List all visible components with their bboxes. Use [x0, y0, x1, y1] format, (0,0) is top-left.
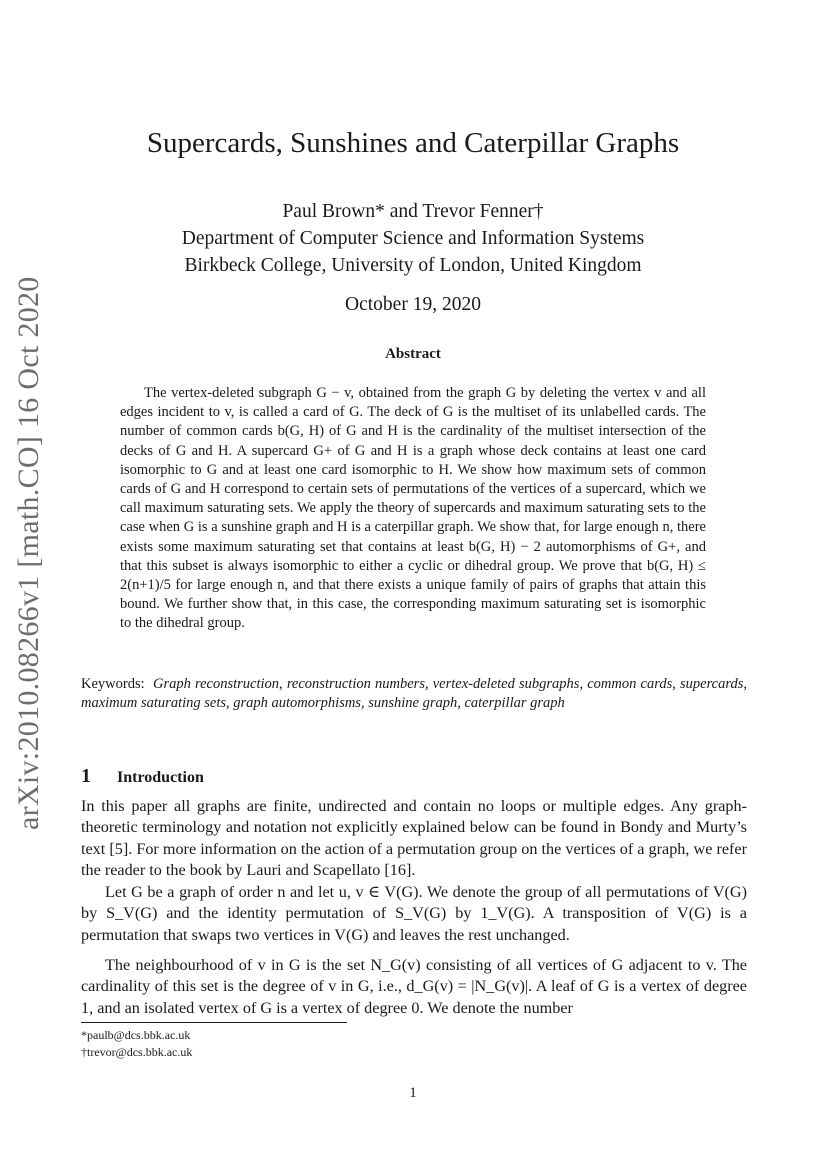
paragraph: In this paper all graphs are finite, undirected and contain no loops or multiple edges. Any graph-theoretic terminology and notation not explicitly explained below can be found in Bondy and Murty’s text [5]. For more information on the action of a permutation group on the vertices of a graph, we refer the reader to the book by Lauri and Scapellato [16]. [81, 797, 747, 880]
abstract-heading: Abstract [385, 346, 441, 362]
arxiv-stamp: arXiv:2010.08266v1 [math.CO] 16 Oct 2020 [12, 276, 45, 830]
author-block [0, 198, 826, 279]
author-department: Department of Computer Science and Information Systems [181, 228, 645, 249]
page-number: 1 [409, 1085, 417, 1101]
section-heading [81, 765, 747, 788]
footnote: *paulb@dcs.bbk.ac.uk [81, 1028, 191, 1042]
keywords-list: Graph reconstruction, reconstruction numbers, vertex-deleted subgraphs, common cards, supercards, maximum saturating sets, graph automorphisms, sunshine graph, caterpillar graph [81, 676, 747, 712]
section-number: 1 [81, 765, 91, 787]
footnotes [81, 1027, 192, 1061]
abstract-text: The vertex-deleted subgraph G − v, obtained from the graph G by deleting the vertex v and all edges incident to v, is called a card of G. The deck of G is the multiset of its unlabelled cards. The number of common cards b(G, H) of G and H is the cardinality of the multiset intersection of the decks of G and H. A supercard G+ of G and H is a graph whose deck contains at least one card isomorphic to G and at least one card isomorphic to H. We show how maximum sets of common cards of G and H correspond to certain sets of permutations of the vertices of a supercard, which we call maximum saturating sets. We apply the theory of supercards and maximum saturating sets to the case when G is a sunshine graph and H is a caterpillar graph. We show that, for large enough n, there exists some maximum saturating set that contains at least b(G, H) − 2 automorphisms of G+, and that this subset is always isomorphic to either a cyclic or dihedral group. We prove that b(G, H) ≤ 2(n+1)/5 for large enough n, and that there exists a unique family of pairs of graphs that attain this bound. We further show that, in this case, the corresponding maximum saturating set is isomorphic to the dihedral group. [120, 385, 706, 632]
author-institution: Birkbeck College, University of London, United Kingdom [184, 255, 642, 276]
keywords-label: Keywords: [81, 676, 145, 692]
paper-date: October 19, 2020 [345, 294, 481, 315]
paragraph: Let G be a graph of order n and let u, v ∈ V(G). We denote the group of all permutations of V(G) by S_V(G) and the identity permutation of S_V(G) by 1_V(G). A transposition of V(G) is a permutation that swaps two vertices in V(G) and leaves the rest unchanged. [81, 883, 747, 944]
author-names: Paul Brown* and Trevor Fenner† [282, 201, 544, 222]
keywords [81, 675, 747, 713]
footnote-rule [81, 1022, 347, 1023]
section-title: Introduction [117, 769, 204, 786]
footnote: †trevor@dcs.bbk.ac.uk [81, 1045, 193, 1059]
paper-title: Supercards, Sunshines and Caterpillar Graphs [146, 127, 680, 159]
paragraph: The neighbourhood of v in G is the set N_G(v) consisting of all vertices of G adjacent to v. The cardinality of this set is the degree of v in G, i.e., d_G(v) = |N_G(v)|. A leaf of G is a vertex of degree 1, and an isolated vertex of G is a vertex of degree 0. We denote the number [81, 956, 747, 1017]
